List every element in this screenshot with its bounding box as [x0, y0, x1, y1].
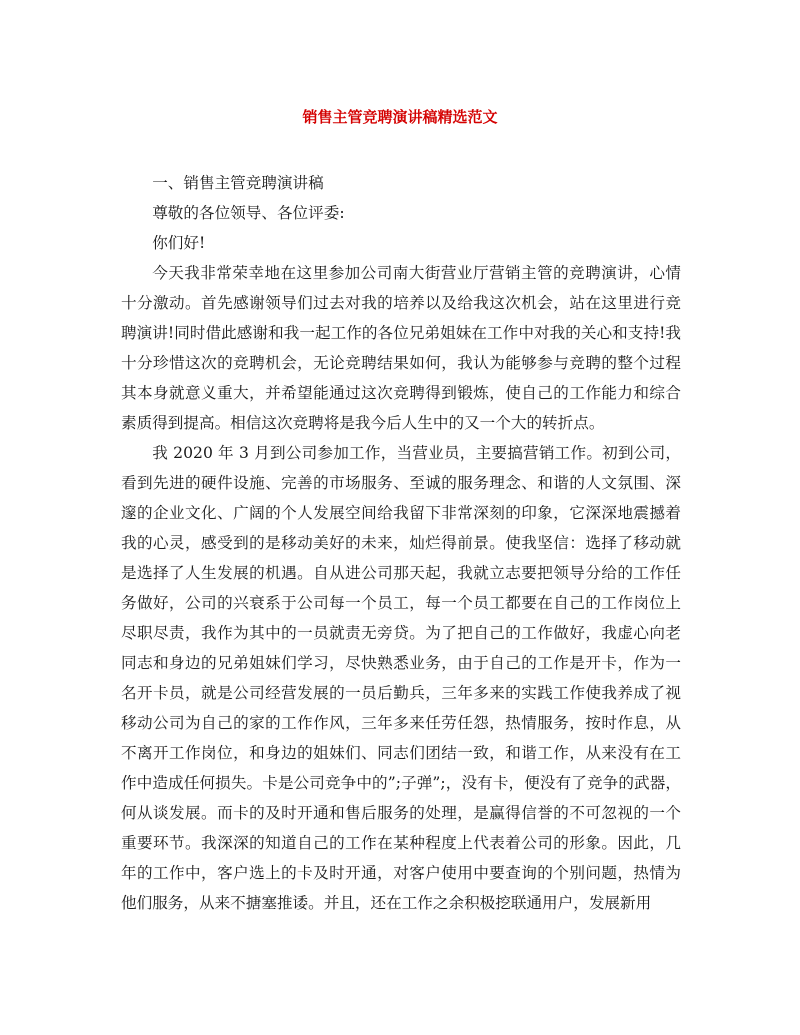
document-body — [121, 168, 681, 918]
paragraph-salutation: 尊敬的各位领导、各位评委: — [152, 204, 345, 222]
paragraph-greeting: 你们好! — [152, 234, 206, 252]
paragraph-intro: 今天我非常荣幸地在这里参加公司南大街营业厅营销主管的竞聘演讲，心情十分激动。首先感谢领导们过去对我的培养以及给我这次机会，站在这里进行竞聘演讲!同时借此感谢和我一起工作的各位兄弟姐妹在工作中对我的关心和支持!我十分珍惜这次的竞聘机会，无论竞聘结果如何，我认为能够参与竞聘的整个过程其本身就意义重大，并希望能通过这次竞聘得到锻炼，使自己的工作能力和综合素质得到提高。相信这次竞聘将是我今后人生中的又一个大的转折点。 — [121, 264, 681, 432]
paragraph-experience: 我 2020 年 3 月到公司参加工作，当营业员，主要搞营销工作。初到公司，看到先进的硬件设施、完善的市场服务、至诚的服务理念、和谐的人文氛围、深邃的企业文化、广阔的个人发展空间给我留下非常深刻的印象，它深深地震撼着我的心灵，感受到的是移动美好的未来，灿烂得前景。使我坚信：选择了移动就是选择了人生发展的机遇。自从进公司那天起，我就立志要把领导分给的工作任务做好，公司的兴衰系于公司每一个员工，每一个员工都要在自己的工作岗位上尽职尽责，我作为其中的一员就责无旁贷。为了把自己的工作做好，我虚心向老同志和身边的兄弟姐妹们学习，尽快熟悉业务，由于自己的工作是开卡，作为一名开卡员，就是公司经营发展的一员后勤兵，三年多来的实践工作使我养成了视移动公司为自己的家的工作作风，三年多来任劳任怨，热情服务，按时作息，从不离开工作岗位，和身边的姐妹们、同志们团结一致，和谐工作，从来没有在工作中造成任何损失。卡是公司竞争中的”;子弹”;，没有卡，便没有了竞争的武器，何从谈发展。而卡的及时开通和售后服务的处理，是赢得信誉的不可忽视的一个重要环节。我深深的知道自己的工作在某种程度上代表着公司的形象。因此，几年的工作中，客户选上的卡及时开通，对客户使用中要查询的个别问题，热情为他们服务，从来不搪塞推诿。并且，还在工作之余积极挖联通用户，发展新用 — [121, 444, 681, 912]
paragraph-section-heading: 一、销售主管竞聘演讲稿 — [152, 174, 324, 192]
document-title: 销售主管竞聘演讲稿精选范文 — [302, 108, 498, 126]
